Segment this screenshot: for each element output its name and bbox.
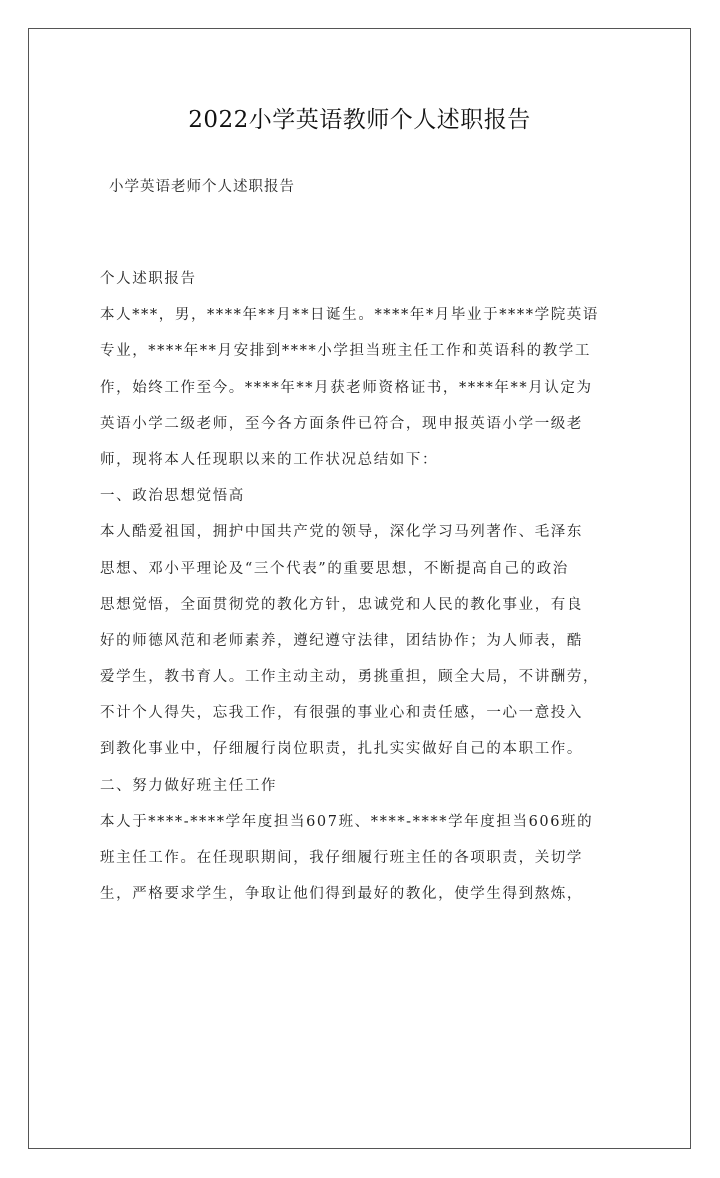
paragraph-line: 不计个人得失，忘我工作，有很强的事业心和责任感，一心一意投入 [100, 705, 583, 722]
paragraph-line: 作，始终工作至今。****年**月获老师资格证书，****年**月认定为 [100, 379, 593, 396]
section-heading-1: 一、政治思想觉悟高 [100, 488, 245, 505]
document-title: 2022小学英语教师个人述职报告 [188, 107, 531, 133]
paragraph-line: 到教化事业中，仔细履行岗位职责，扎扎实实做好自己的本职工作。 [100, 741, 583, 758]
heading-report: 个人述职报告 [100, 271, 197, 287]
document-subtitle: 小学英语老师个人述职报告 [109, 179, 295, 195]
paragraph-line: 本人于****-****学年度担当607班、****-****学年度担当606班的 [100, 813, 594, 830]
paragraph-line: 好的师德风范和老师素养，遵纪遵守法律，团结协作；为人师表，酷 [100, 632, 583, 649]
paragraph-line: 本人***，男，****年**月**日诞生。****年*月毕业于****学院英语 [100, 307, 599, 324]
paragraph-line: 本人酷爱祖国，拥护中国共产党的领导，深化学习马列著作、毛泽东 [100, 524, 583, 541]
paragraph-line: 师，现将本人任现职以来的工作状况总结如下： [100, 451, 439, 468]
paragraph-line: 班主任工作。在任现职期间，我仔细履行班主任的各项职责，关切学 [100, 850, 583, 866]
paragraph-line: 思想觉悟，全面贯彻党的教化方针，忠诚党和人民的教化事业，有良 [100, 596, 583, 613]
paragraph-line: 专业，****年**月安排到****小学担当班主任工作和英语科的教学工 [100, 343, 591, 360]
document-body [100, 261, 660, 912]
section-heading-2: 二、努力做好班主任工作 [100, 777, 278, 794]
paragraph-line: 英语小学二级老师，至今各方面条件已符合，现申报英语小学一级老 [100, 415, 583, 432]
paragraph-line: 爱学生，教书育人。工作主动主动，勇挑重担，顾全大局，不讲酬劳， [100, 669, 600, 686]
paragraph-line: 思想、邓小平理论及“三个代表”的重要思想，不断提高自己的政治 [100, 560, 569, 577]
document-page [28, 28, 691, 1149]
paragraph-line: 生，严格要求学生，争取让他们得到最好的教化，使学生得到熬炼， [100, 886, 583, 903]
